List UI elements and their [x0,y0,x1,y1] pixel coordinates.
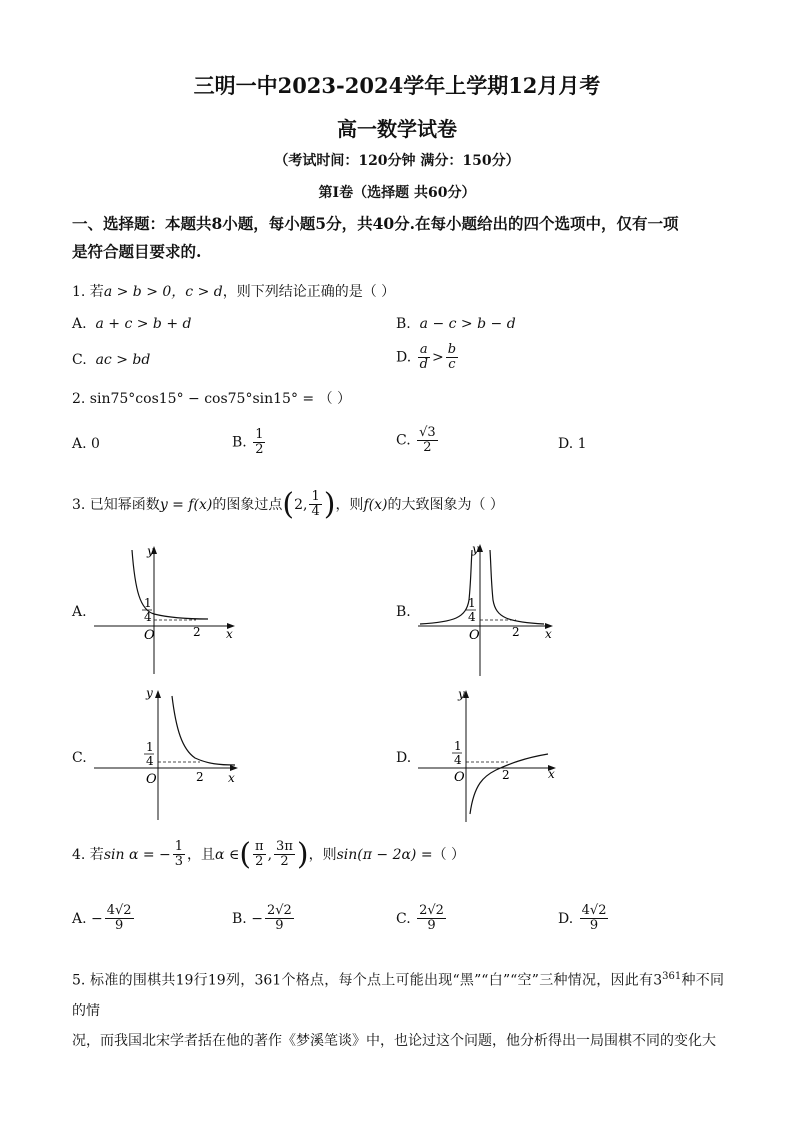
question-4-stem [72,836,466,872]
exam-subtitle: 高一数学试卷 [337,117,457,141]
paren-right: ) [296,836,309,872]
denominator: d [419,357,428,372]
q1-option-d[interactable] [396,343,460,372]
numerator: π [255,839,264,854]
origin-label: O [454,770,465,785]
option-label: B. [232,910,247,927]
denominator: c [448,357,456,372]
q5-line2: 况，而我国北宋学者括在他的著作《梦溪笔谈》中，也论过这个问题，他分析得出一局围棋不同的变化大 [72,1032,716,1049]
exam-title: 三明一中2023-2024学年上学期12月月考 [193,73,601,98]
axis-x-label: x [226,627,233,641]
volume-heading: 第I卷（选择题 共60分） [318,185,476,201]
q3-text: 的大致图象为（ ） [387,496,504,513]
question-2-stem: 2. sin75°cos15° − cos75°sin15° = （ ） [72,391,352,407]
axis-y-label: y [472,542,479,556]
denominator: 2 [255,854,264,869]
q4-text: 4. 若 [72,846,104,863]
axis-x-label: x [228,771,235,785]
q3-option-d-label[interactable]: D. [396,750,412,766]
numerator: 1 [255,427,264,442]
fraction [253,428,265,457]
q5-line1 [72,962,724,1026]
fraction [417,426,438,455]
denominator: 9 [275,918,284,933]
paren-right: ) [323,486,336,522]
q4-option-c[interactable] [396,904,448,933]
tick-den: 4 [144,610,152,624]
graph-b[interactable] [414,540,559,680]
q5-exponent: 361 [662,971,682,982]
graph-a[interactable] [90,540,240,680]
tick-num: 1 [454,739,462,753]
q4-text: ，且 [187,846,216,863]
numerator: 3π [276,839,293,854]
q2-option-a[interactable] [72,436,100,452]
section-heading [72,210,732,266]
q1-option-b[interactable] [396,316,516,332]
denominator: 2 [280,854,289,869]
numerator: 4√2 [581,903,607,918]
option-label: A. [72,316,87,332]
numerator: b [447,342,457,357]
tick-num: 1 [468,596,476,610]
graph-d[interactable] [414,684,564,824]
section-heading-line1: 一、选择题：本题共8小题，每小题5分，共40分.在每小题给出的四个选项中，仅有一项 [72,214,679,233]
section-heading-line2: 是符合题目要求的. [72,242,202,261]
tick-num: 1 [146,740,154,754]
q3-point: 2, [294,496,308,513]
exam-info: （考试时间：120分钟 满分：150分） [274,153,520,169]
option-label: C. [396,432,411,449]
fraction [253,840,266,869]
q4-text: （ ） [432,846,466,863]
numerator: √3 [419,425,436,440]
fraction [580,904,609,933]
question-5-stem [72,962,724,1056]
fraction [265,904,294,933]
option-label: C. [396,910,411,927]
axis-x-label: x [545,627,552,641]
fraction [418,343,430,372]
fraction [173,840,185,869]
paren-left: ( [239,836,252,872]
option-text: a + c > b + d [95,316,192,332]
comma: , [267,846,273,863]
q3-func: f(x) [363,496,388,513]
axis-y-label: y [146,686,153,700]
fraction [446,343,458,372]
paren-left: ( [282,486,295,522]
denominator: 9 [115,918,124,933]
option-label: A. [72,910,87,927]
axis-y-label: y [458,687,465,701]
q2-option-c[interactable] [396,426,440,455]
q4-text: ，则 [308,846,337,863]
q5-text: 5. 标准的围棋共19行19列，361个格点，每个点上可能出现“黑”“白”“空”三种情况，因此有3 [72,972,663,989]
tick-den: 4 [454,753,462,767]
q1-number: 1. 若 [72,284,104,300]
denominator: 3 [174,854,184,869]
fraction [417,904,446,933]
origin-label: O [144,628,155,643]
option-label: C. [72,352,87,368]
option-label: D. [558,910,574,927]
q3-text: 的图象过点 [212,496,283,513]
option-label: A. [72,436,87,452]
origin-label: O [146,772,157,787]
origin-label: O [469,628,480,643]
axis-x-label: x [548,767,555,781]
tick-den: 4 [146,754,154,768]
numerator: 1 [311,489,320,504]
numerator: 2√2 [419,903,444,918]
q4-expr: sin α = − [103,846,171,863]
option-text: 0 [91,436,100,452]
tick-x-label: 2 [512,625,520,639]
tick-x-label: 2 [193,625,201,639]
q3-text: 3. 已知幂函数 [72,496,160,513]
fraction [105,904,134,933]
q1-tail: ，则下列结论正确的是（ ） [222,284,396,300]
q3-func: y = f(x) [159,496,213,513]
q3-option-b-label[interactable]: B. [396,604,411,620]
option-text: 1 [577,436,587,452]
tick-num: 1 [144,596,152,610]
option-label: B. [232,434,247,451]
option-text: a − c > b − d [419,316,516,332]
gt-sign: > [431,349,444,366]
denominator: 9 [427,918,436,933]
denominator: 4 [311,504,320,519]
q3-text: ，则 [335,496,364,513]
q4-option-a[interactable] [72,904,136,933]
numerator: 2√2 [266,903,292,918]
question-3-stem [72,486,504,522]
numerator: a [419,342,428,357]
option-text: ac > bd [95,352,151,368]
q1-option-c[interactable] [72,352,150,368]
q5-text: 种不同的情 [72,972,724,1019]
question-1-stem [72,282,395,302]
sign: − [91,910,103,927]
q3-option-c-label[interactable]: C. [72,750,87,766]
tick-x-label: 2 [196,770,204,784]
option-label: D. [558,436,574,452]
denominator: 2 [423,440,432,455]
denominator: 9 [589,918,599,933]
q2-option-d[interactable] [558,436,587,452]
numerator: 1 [174,839,184,854]
tick-x-label: 2 [502,768,510,782]
q4-option-b[interactable] [232,904,296,933]
axis-y-label: y [147,544,154,558]
fraction [309,490,321,519]
q3-option-a-label[interactable]: A. [72,604,87,620]
sign: − [251,910,263,927]
q1-option-a[interactable] [72,316,191,332]
tick-den: 4 [468,610,476,624]
graph-c[interactable] [90,684,240,824]
fraction [274,840,295,869]
numerator: 4√2 [106,903,132,918]
q4-option-d[interactable] [558,904,610,933]
q1-condition: a > b > 0，c > d [103,284,223,300]
q4-expr: α ∈ [215,846,240,863]
option-label: D. [396,349,412,366]
q2-option-b[interactable] [232,428,267,457]
option-label: B. [396,316,411,332]
denominator: 2 [255,442,264,457]
q4-expr: sin(π − 2α) = [336,846,433,863]
